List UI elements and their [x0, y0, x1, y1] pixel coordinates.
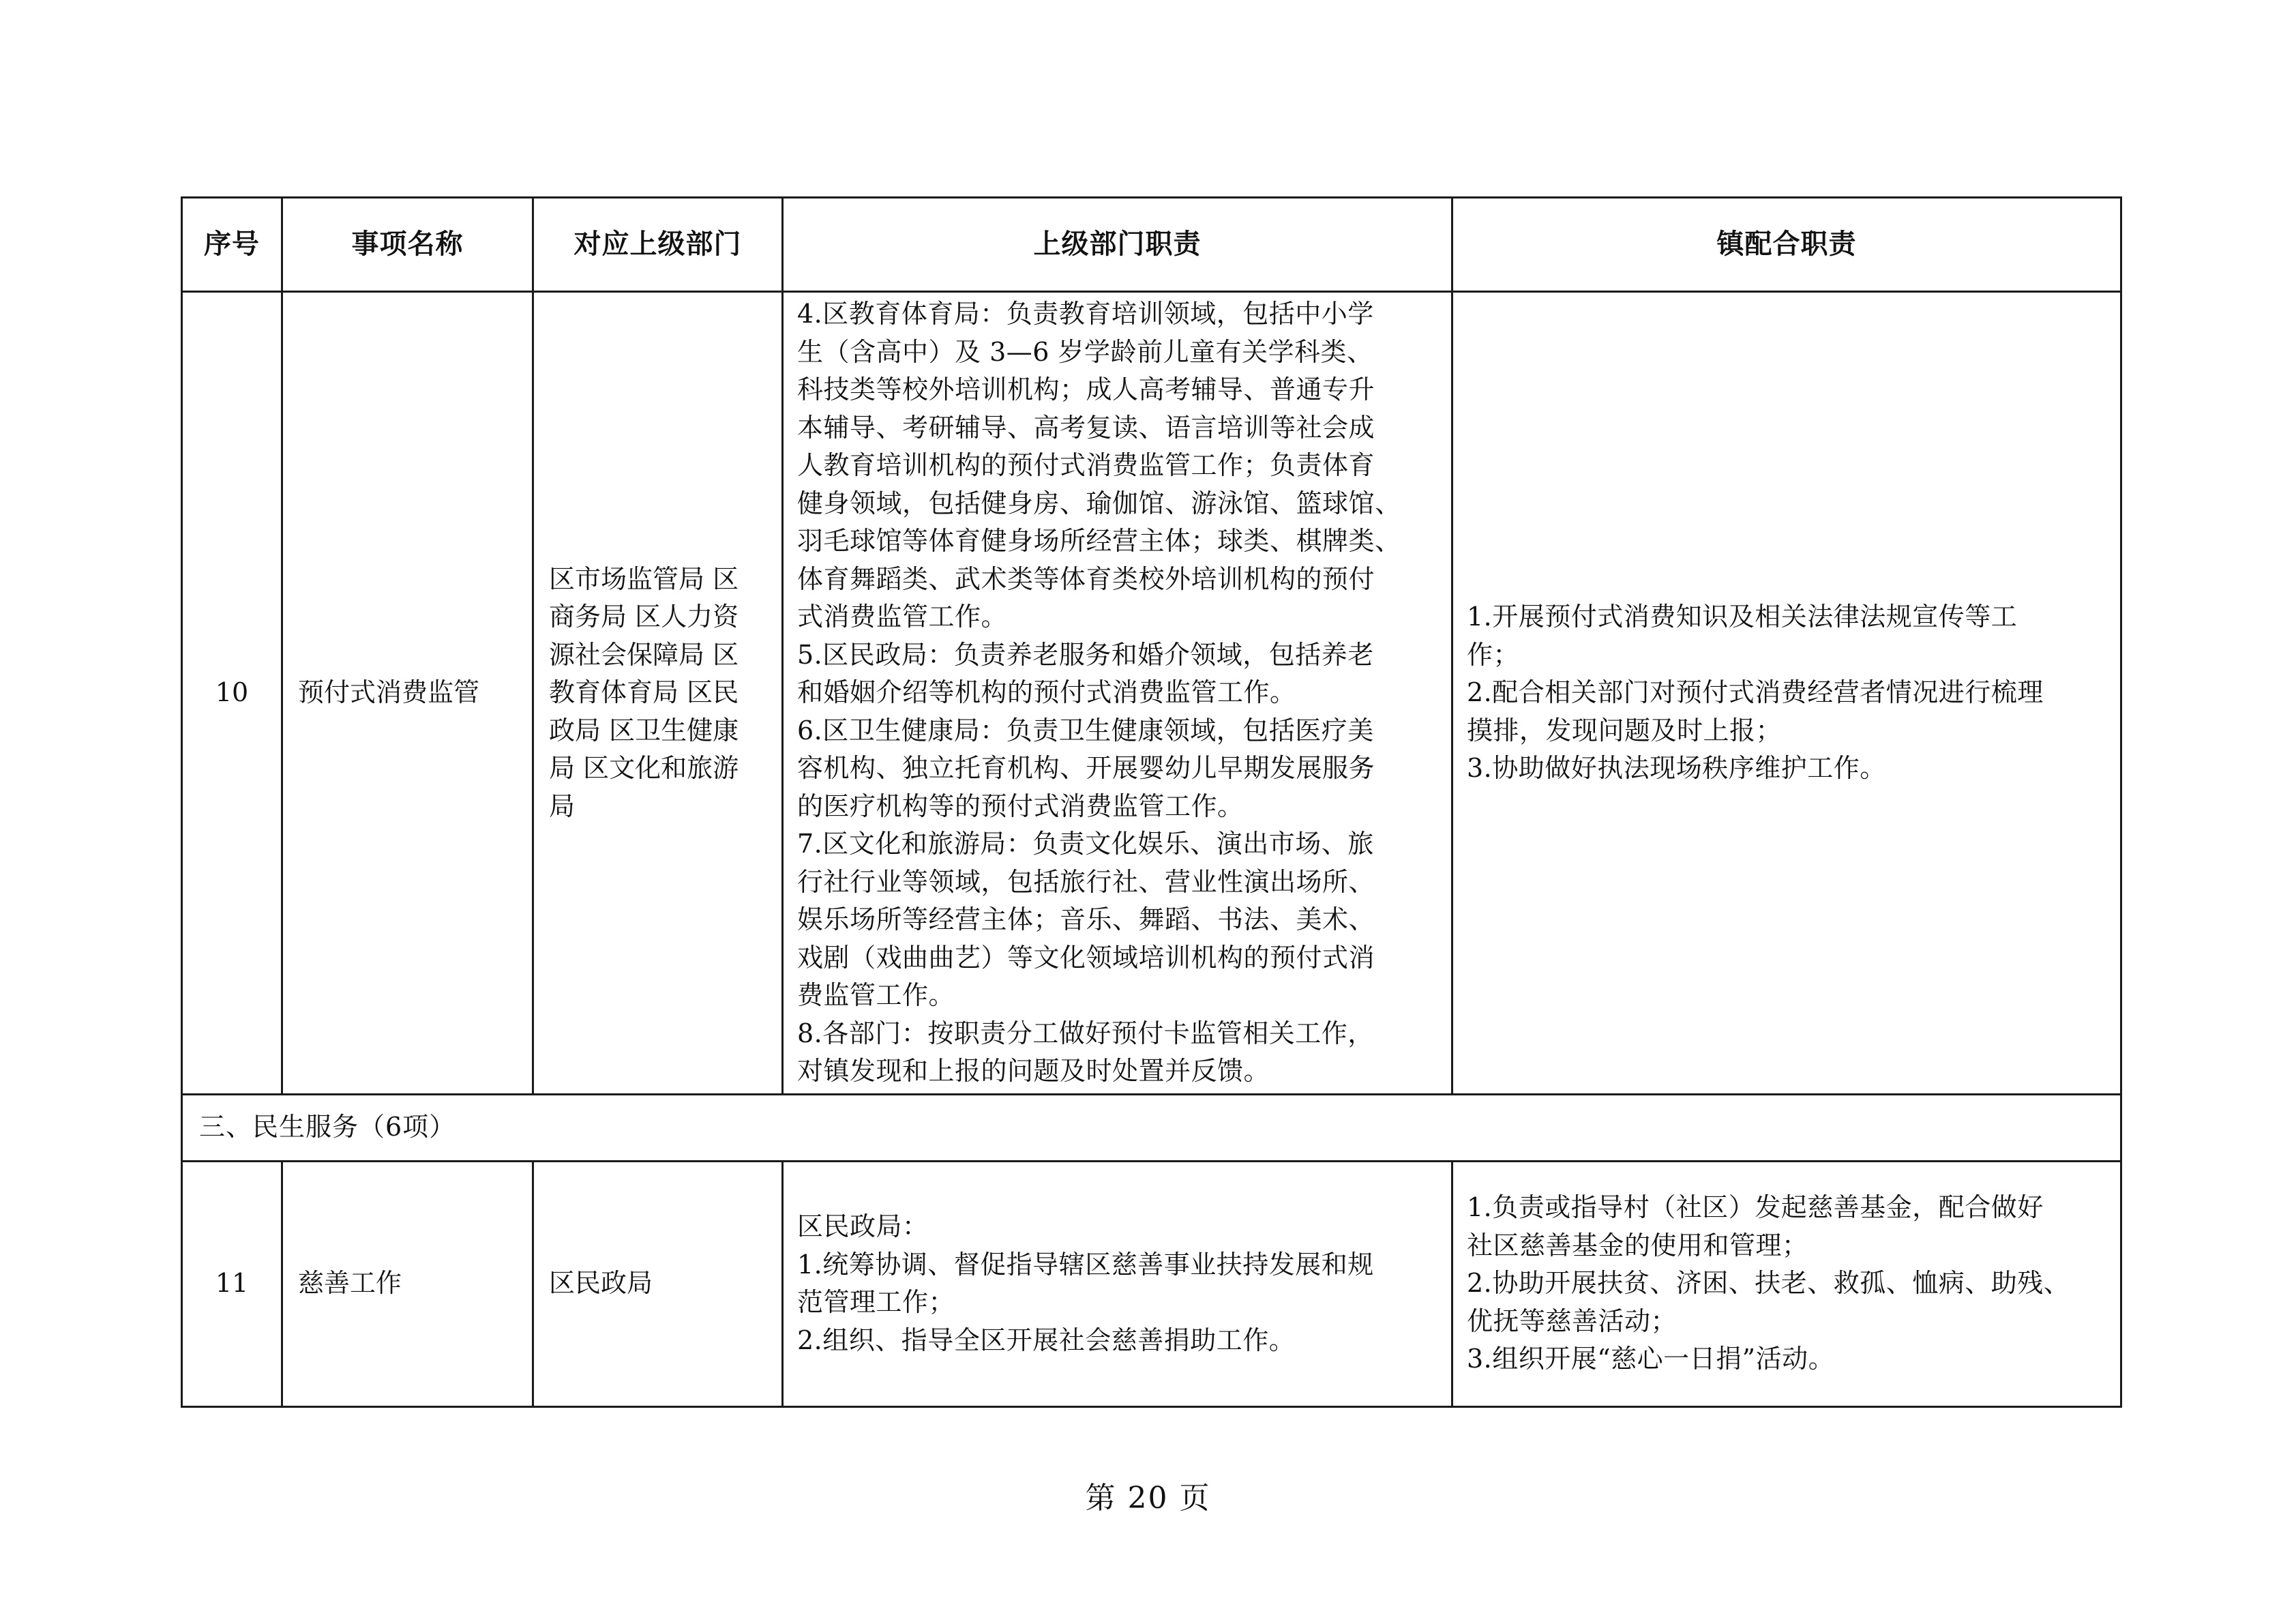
town-duty-line: 2.配合相关部门对预付式消费经营者情况进行梳理	[1467, 677, 2044, 707]
duty-line: 羽毛球馆等体育健身场所经营主体；球类、棋牌类、	[797, 526, 1401, 556]
table-row	[182, 1161, 2121, 1406]
duty-line: 容机构、独立托育机构、开展婴幼儿早期发展服务	[797, 753, 1375, 783]
town-duty-line: 1.负责或指导村（社区）发起慈善基金，配合做好	[1467, 1192, 2044, 1223]
duty-line: 人教育培训机构的预付式消费监管工作；负责体育	[797, 450, 1375, 480]
dept-line: 区民政局	[549, 1268, 653, 1299]
duty-line: 的医疗机构等的预付式消费监管工作。	[797, 791, 1244, 821]
town-duty-line: 社区慈善基金的使用和管理；	[1467, 1230, 1808, 1260]
row-town-duties	[1452, 1161, 2121, 1406]
dept-line: 政局 区卫生健康	[549, 715, 739, 745]
dept-line: 商务局 区人力资	[549, 602, 739, 632]
dept-line: 局 区文化和旅游	[549, 753, 739, 783]
duty-line: 4.区教育体育局：负责教育培训领域，包括中小学	[797, 299, 1374, 329]
town-duty-line: 摸排，发现问题及时上报；	[1467, 715, 1783, 745]
table-header-row	[182, 198, 2121, 292]
duty-line: 费监管工作。	[797, 980, 955, 1010]
duty-line: 科技类等校外培训机构；成人高考辅导、普通专升	[797, 374, 1375, 404]
duty-line: 2.组织、指导全区开展社会慈善捐助工作。	[797, 1325, 1296, 1355]
header-superior-department: 对应上级部门	[533, 198, 783, 292]
row-serial-number: 10	[182, 292, 282, 1095]
header-item-name: 事项名称	[282, 198, 533, 292]
duty-line: 本辅导、考研辅导、高考复读、语言培训等社会成	[797, 412, 1375, 443]
dept-line: 局	[549, 791, 576, 821]
table-row	[182, 292, 2121, 1095]
duty-line: 戏剧（戏曲曲艺）等文化领域培训机构的预付式消	[797, 942, 1375, 973]
duty-line: 6.区卫生健康局：负责卫生健康领域，包括医疗美	[797, 715, 1374, 745]
row-superior-duties	[783, 292, 1452, 1095]
duty-line: 行社行业等领域，包括旅行社、营业性演出场所、	[797, 866, 1375, 897]
duty-line: 式消费监管工作。	[797, 602, 1008, 632]
row-town-duties	[1452, 292, 2121, 1095]
duty-line: 娱乐场所等经营主体；音乐、舞蹈、书法、美术、	[797, 904, 1375, 934]
section-header-row	[182, 1094, 2121, 1161]
row-serial-number: 11	[182, 1161, 282, 1406]
header-superior-duties: 上级部门职责	[783, 198, 1452, 292]
section-title: 三、民生服务（6项）	[182, 1094, 2121, 1161]
row-item-name: 预付式消费监管	[282, 292, 533, 1095]
duty-line: 8.各部门：按职责分工做好预付卡监管相关工作，	[797, 1018, 1374, 1048]
duty-line: 1.统筹协调、督促指导辖区慈善事业扶持发展和规	[797, 1249, 1374, 1280]
duty-line: 生（含高中）及 3—6 岁学龄前儿童有关学科类、	[797, 336, 1373, 367]
row-item-name: 慈善工作	[282, 1161, 533, 1406]
town-duty-line: 2.协助开展扶贫、济困、扶老、救孤、恤病、助残、	[1467, 1268, 2070, 1299]
row-superior-duties	[783, 1161, 1452, 1406]
duty-line: 5.区民政局：负责养老服务和婚介领域，包括养老	[797, 639, 1374, 670]
duty-line: 7.区文化和旅游局：负责文化娱乐、演出市场、旅	[797, 829, 1374, 859]
row-superior-department	[533, 1161, 783, 1406]
dept-line: 区市场监管局 区	[549, 563, 739, 594]
duty-table	[181, 196, 2122, 1408]
dept-line: 教育体育局 区民	[549, 677, 739, 707]
duty-line: 范管理工作；	[797, 1287, 955, 1317]
duty-line: 健身领域，包括健身房、瑜伽馆、游泳馆、篮球馆、	[797, 488, 1401, 518]
header-serial-number: 序号	[182, 198, 282, 292]
town-duty-line: 1.开展预付式消费知识及相关法律法规宣传等工	[1467, 602, 2018, 632]
header-town-duties: 镇配合职责	[1452, 198, 2121, 292]
duty-line: 和婚姻介绍等机构的预付式消费监管工作。	[797, 677, 1296, 707]
duty-line: 体育舞蹈类、武术类等体育类校外培训机构的预付	[797, 563, 1375, 594]
row-superior-department	[533, 292, 783, 1095]
town-duty-line: 作；	[1467, 639, 1520, 670]
town-duty-line: 优抚等慈善活动；	[1467, 1305, 1678, 1336]
dept-line: 源社会保障局 区	[549, 639, 739, 670]
duty-line: 对镇发现和上报的问题及时处置并反馈。	[797, 1056, 1270, 1086]
town-duty-line: 3.协助做好执法现场秩序维护工作。	[1467, 753, 1886, 783]
duty-line: 区民政局：	[797, 1211, 929, 1241]
town-duty-line: 3.组织开展“慈心一日捐”活动。	[1467, 1344, 1835, 1374]
page-number: 第 20 页	[1085, 1481, 1211, 1516]
